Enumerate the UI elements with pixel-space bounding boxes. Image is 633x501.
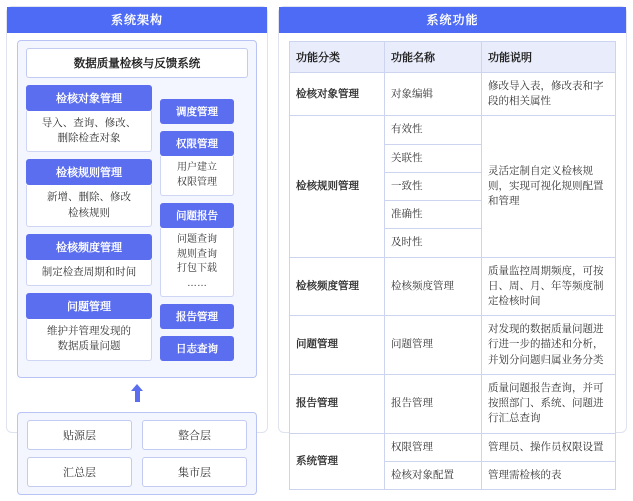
cell-category: 检核频度管理: [290, 257, 385, 316]
table-row: [290, 116, 616, 144]
functions-table-rows: [290, 73, 616, 490]
table-row: [290, 73, 616, 116]
cell-category: 检核对象管理: [290, 73, 385, 116]
layer-mart[interactable]: 集市层: [142, 457, 247, 487]
cell-description: 对发现的数据质量问题进行进一步的描述和分析，并划分问题归属业务分类: [482, 316, 616, 375]
side-spacer-top: [160, 85, 234, 99]
side-block-issue-report-head: 问题报告: [160, 203, 234, 228]
table-row: [290, 316, 616, 375]
cell-category: 问题管理: [290, 316, 385, 375]
block-rule-management-body: 新增、删除、修改 检核规则: [26, 185, 152, 226]
side-block-log-query[interactable]: 日志查询: [160, 336, 234, 361]
layer-summary[interactable]: 汇总层: [27, 457, 132, 487]
side-block-permission-body: 用户建立 权限管理: [160, 156, 234, 196]
cell-function-name: 有效性: [385, 116, 482, 144]
block-rule-management[interactable]: [26, 159, 152, 226]
layer-source[interactable]: 贴源层: [27, 420, 132, 450]
side-block-issue-report[interactable]: [160, 203, 234, 297]
cell-description: 灵活定制自定义检核规则，实现可视化规则配置和管理: [482, 116, 616, 257]
architecture-side-column: [160, 85, 234, 368]
side-block-scheduling[interactable]: 调度管理: [160, 99, 234, 124]
cell-category: 报告管理: [290, 374, 385, 433]
arrow-up-icon: [131, 384, 143, 402]
cell-description: 管理员、操作员权限设置: [482, 433, 616, 461]
side-block-permission-head: 权限管理: [160, 131, 234, 156]
block-issue-management-head: 问题管理: [26, 293, 152, 319]
cell-description: 质量监控周期频度，可按日、周、月、年等频度制定检核时间: [482, 257, 616, 316]
cell-description: 修改导入表，修改表和字段的相关属性: [482, 73, 616, 116]
block-issue-management[interactable]: [26, 293, 152, 360]
cell-description: 质量问题报告查询，并可按照部门、系统、问题进行汇总查询: [482, 374, 616, 433]
cell-function-name: 一致性: [385, 172, 482, 200]
functions-table-head: [290, 42, 616, 73]
block-object-management-body: 导入、查询、修改、 删除检查对象: [26, 111, 152, 152]
layer-integration[interactable]: 整合层: [142, 420, 247, 450]
table-row: [290, 374, 616, 433]
cell-function-name: 问题管理: [385, 316, 482, 375]
table-row: [290, 433, 616, 461]
block-object-management[interactable]: [26, 85, 152, 152]
functions-table: [289, 41, 616, 490]
block-rule-management-head: 检核规则管理: [26, 159, 152, 185]
architecture-main-column: [26, 85, 152, 368]
table-header-row: [290, 42, 616, 73]
column-header-category: 功能分类: [290, 42, 385, 73]
cell-description: 管理需检核的表: [482, 461, 616, 489]
cell-category: 系统管理: [290, 433, 385, 489]
table-row: [290, 257, 616, 316]
block-object-management-head: 检核对象管理: [26, 85, 152, 111]
architecture-outer-box: [17, 40, 257, 378]
side-block-report-management[interactable]: 报告管理: [160, 304, 234, 329]
left-panel-title: 系统架构: [7, 7, 267, 33]
data-layers-box: [17, 412, 257, 495]
cell-function-name: 关联性: [385, 144, 482, 172]
cell-function-name: 检核频度管理: [385, 257, 482, 316]
architecture-body: [7, 33, 267, 501]
side-block-permission[interactable]: [160, 131, 234, 196]
cell-function-name: 准确性: [385, 201, 482, 229]
flow-arrow-container: [17, 384, 257, 407]
cell-function-name: 及时性: [385, 229, 482, 257]
cell-function-name: 检核对象配置: [385, 461, 482, 489]
system-functions-panel: [278, 6, 627, 481]
functions-table-body: [279, 33, 626, 498]
column-header-description: 功能说明: [482, 42, 616, 73]
architecture-heading: 数据质量检核与反馈系统: [26, 48, 248, 78]
side-block-issue-report-body: 问题查询 规则查询 打包下载 ……: [160, 228, 234, 297]
architecture-columns: [26, 85, 248, 368]
block-frequency-management-head: 检核频度管理: [26, 234, 152, 260]
block-frequency-management-body: 制定检查周期和时间: [26, 260, 152, 286]
cell-category: 检核规则管理: [290, 116, 385, 257]
cell-function-name: 报告管理: [385, 374, 482, 433]
right-panel-title: 系统功能: [279, 7, 626, 33]
column-header-name: 功能名称: [385, 42, 482, 73]
block-frequency-management[interactable]: [26, 234, 152, 286]
cell-function-name: 对象编辑: [385, 73, 482, 116]
cell-function-name: 权限管理: [385, 433, 482, 461]
system-architecture-panel: [6, 6, 268, 479]
block-issue-management-body: 维护并管理发现的 数据质量问题: [26, 319, 152, 360]
